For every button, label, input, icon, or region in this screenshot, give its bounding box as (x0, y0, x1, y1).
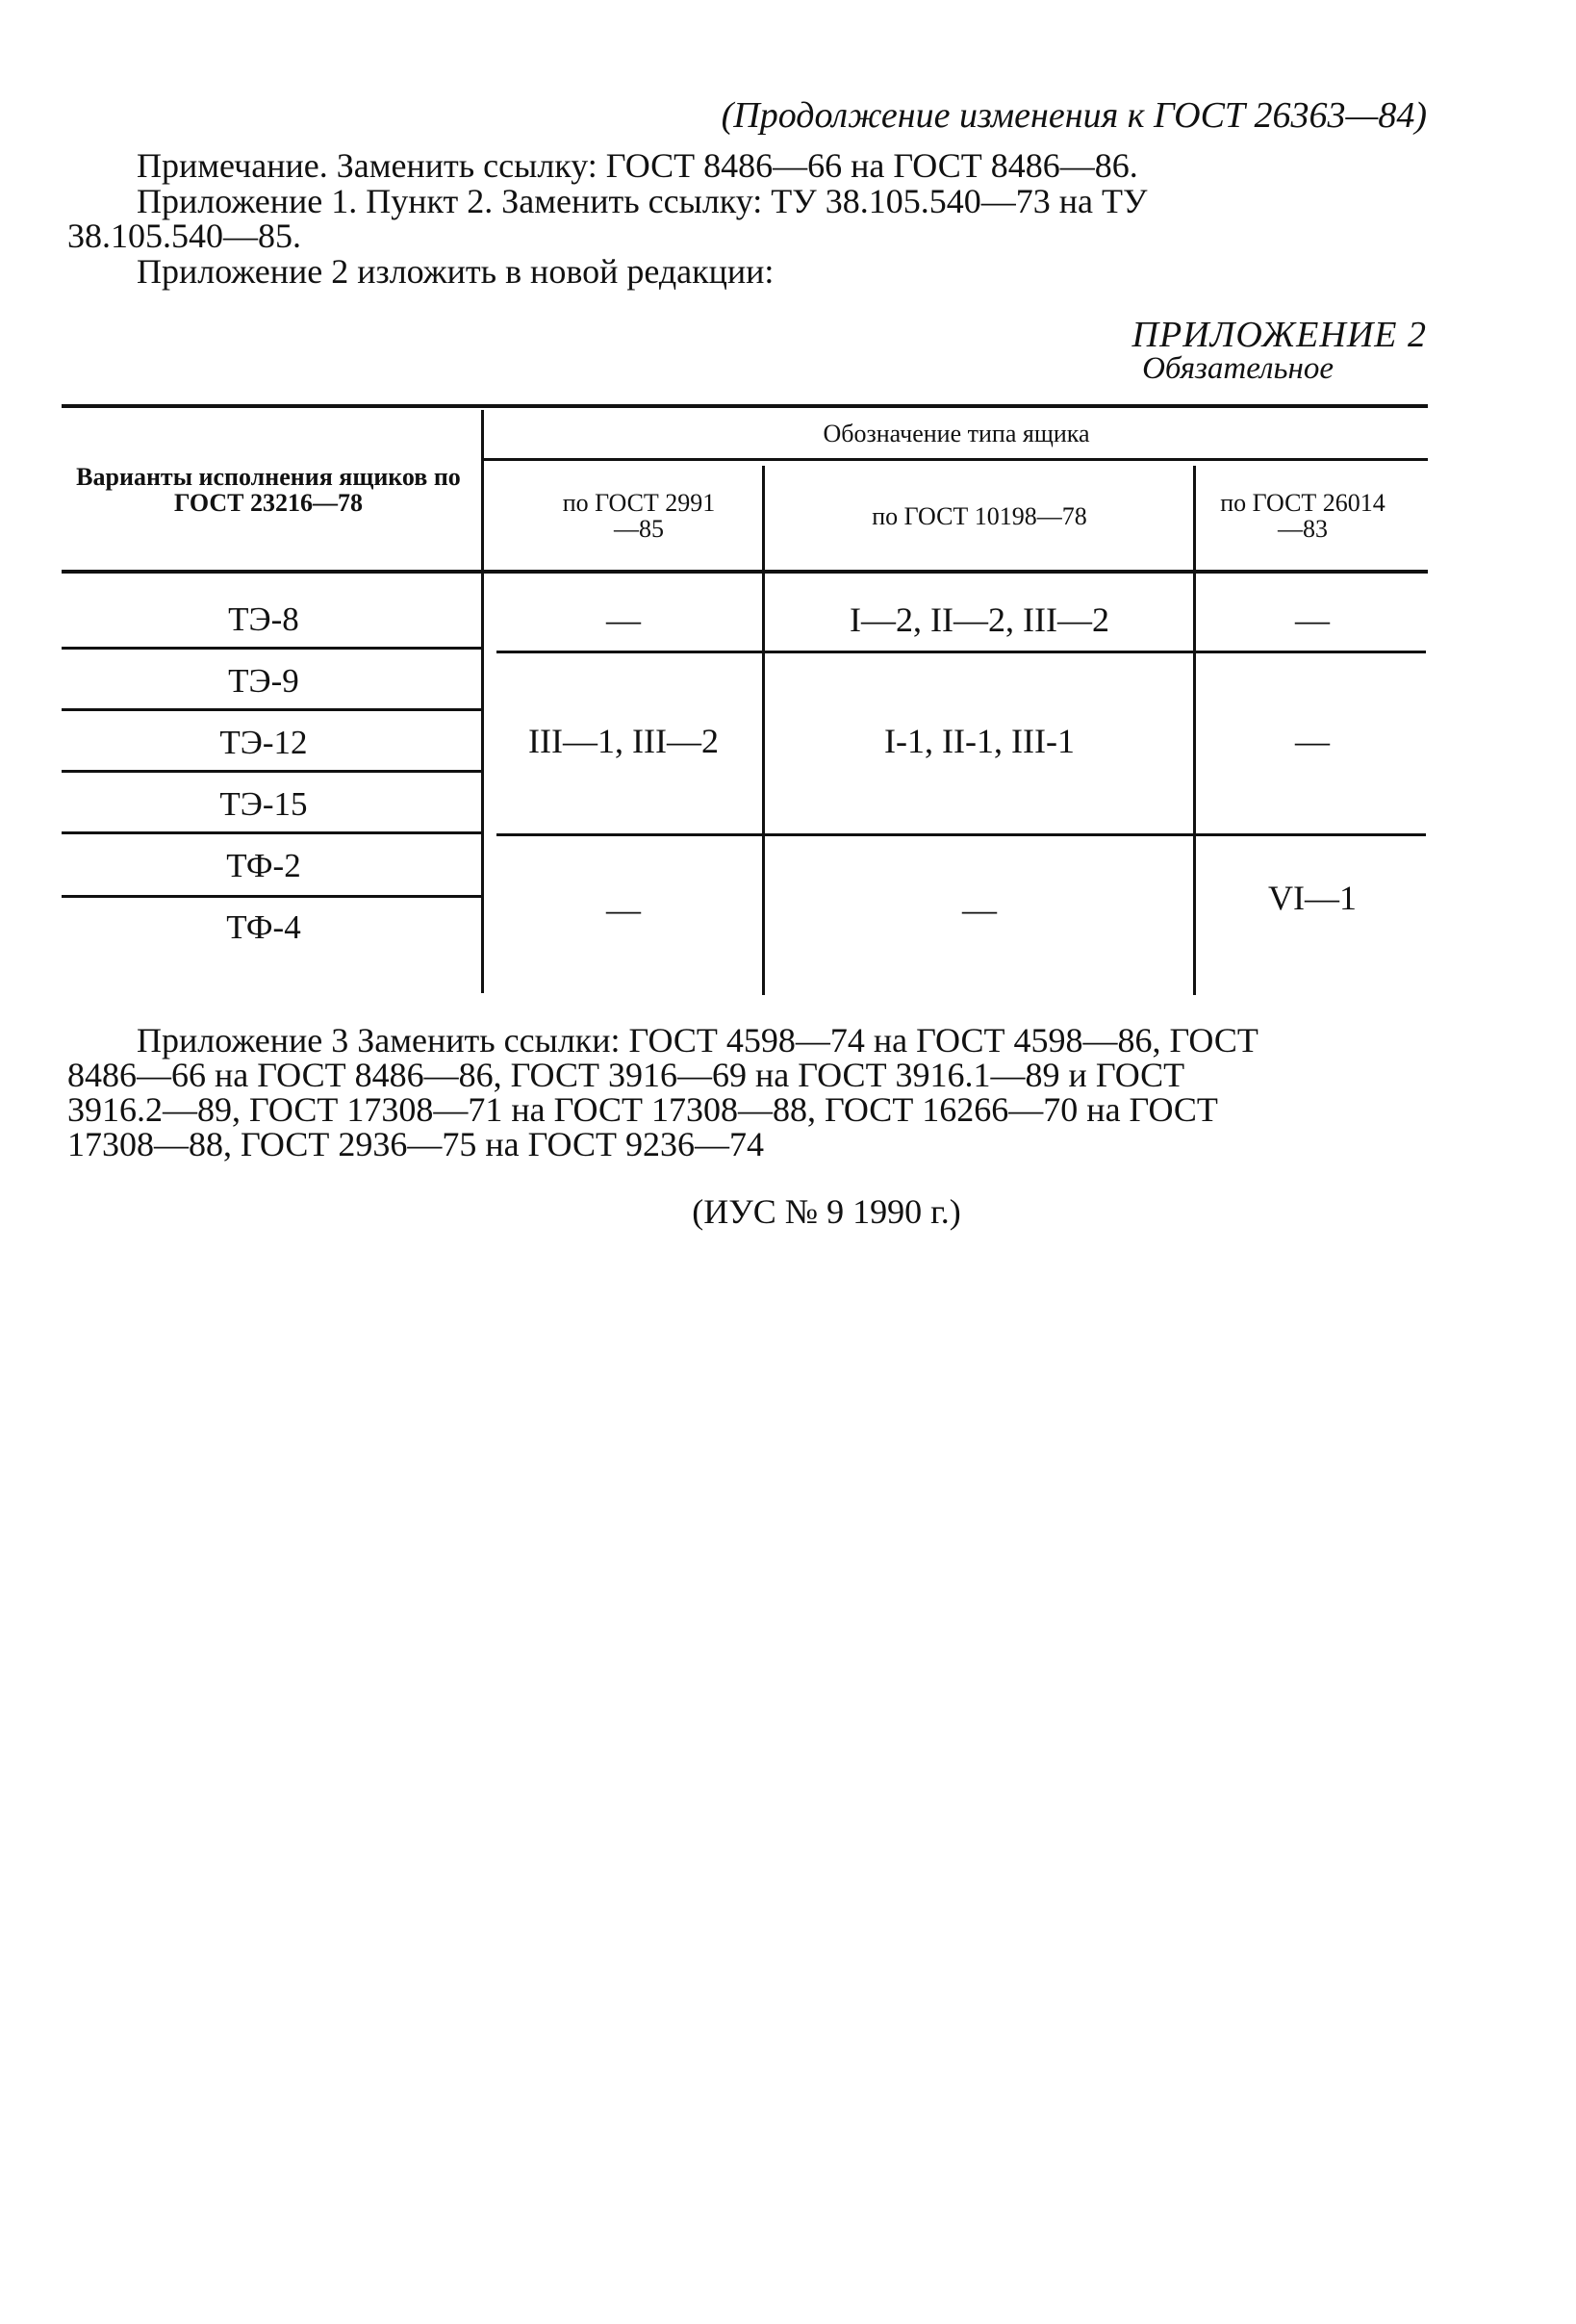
note-paragraph (67, 146, 1427, 185)
appendix3-text-4: 17308—88, ГОСТ 2936—75 на ГОСТ 9236—74 (67, 1125, 764, 1163)
row-rule-te12 (62, 770, 481, 773)
continuation-header: (Продолжение изменения к ГОСТ 26363—84) (721, 95, 1427, 136)
cell-te9-15-gost-10198: I-1, II-1, III-1 (884, 722, 1075, 760)
row-label-te15: ТЭ-15 (219, 785, 308, 823)
box-types-table (62, 404, 1428, 1001)
appendix3-line2 (67, 1056, 1427, 1094)
group-header-rule (483, 458, 1428, 461)
col-header-gost-10198: по ГОСТ 10198—78 (872, 501, 1087, 530)
row-rule-te15 (62, 831, 481, 834)
row-label-tf4: ТФ-4 (226, 908, 301, 946)
appendix3-text-3: 3916.2—89, ГОСТ 17308—71 на ГОСТ 17308—88, ГОСТ 16266—70 на ГОСТ (67, 1090, 1218, 1129)
ius-reference: (ИУС № 9 1990 г.) (692, 1192, 961, 1231)
appendix1-paragraph-cont (67, 219, 1427, 253)
col-header-gost-26014: по ГОСТ 26014—83 (1220, 489, 1385, 543)
cell-te9-15-gost-26014: — (1295, 722, 1330, 760)
row-rule-te8-cells (496, 651, 1426, 653)
cell-te8-gost-2991: — (606, 600, 641, 639)
col-header-variants: Варианты исполнения ящиков по ГОСТ 23216—78 (76, 463, 461, 517)
appendix3-line1 (67, 1021, 1427, 1060)
col-header-gost-2991: по ГОСТ 2991—85 (562, 489, 716, 543)
cell-tf-gost-2991: — (606, 890, 641, 929)
row-rule-tf2 (62, 895, 481, 898)
col-rule-2 (762, 466, 765, 995)
appendix-title: ПРИЛОЖЕНИЕ 2 (1131, 315, 1427, 355)
appendix3-text-1: Приложение 3 Заменить ссылки: ГОСТ 4598—74 на ГОСТ 4598—86, ГОСТ (137, 1021, 1258, 1060)
header-bottom-rule (62, 570, 1428, 574)
col-rule-3 (1193, 466, 1196, 995)
cell-tf-gost-26014: VI—1 (1268, 879, 1357, 917)
row-label-te8: ТЭ-8 (228, 600, 299, 638)
appendix1-text-line1: Приложение 1. Пункт 2. Заменить ссылку: ТУ 38.105.540—73 на ТУ (137, 182, 1148, 220)
appendix-subtitle: Обязательное (1142, 351, 1334, 386)
row-label-te12: ТЭ-12 (219, 724, 308, 761)
row-label-te9: ТЭ-9 (228, 662, 299, 700)
note-text: Примечание. Заменить ссылку: ГОСТ 8486—66 на ГОСТ 8486—86. (137, 146, 1138, 185)
cell-te9-15-gost-2991: III—1, III—2 (528, 722, 719, 760)
row-rule-te9 (62, 708, 481, 711)
appendix2-intro (67, 252, 1427, 291)
appendix1-text-line2: 38.105.540—85. (67, 217, 301, 255)
appendix3-text-2: 8486—66 на ГОСТ 8486—86, ГОСТ 3916—69 на ГОСТ 3916.1—89 и ГОСТ (67, 1056, 1185, 1094)
row-rule-te8 (62, 647, 481, 650)
appendix1-paragraph (67, 182, 1427, 220)
appendix2-intro-text: Приложение 2 изложить в новой редакции: (137, 252, 775, 291)
cell-te8-gost-26014: — (1295, 600, 1330, 639)
col-rule-1 (481, 410, 484, 993)
cell-tf-gost-10198: — (962, 890, 997, 929)
col-header-group: Обозначение типа ящика (823, 419, 1090, 447)
cell-te8-gost-10198: I—2, II—2, III—2 (850, 600, 1109, 639)
appendix3-line4 (67, 1125, 1427, 1163)
table-top-rule (62, 404, 1428, 408)
row-rule-te15-cells (496, 833, 1426, 836)
row-label-tf2: ТФ-2 (226, 847, 301, 884)
appendix3-line3 (67, 1090, 1427, 1129)
